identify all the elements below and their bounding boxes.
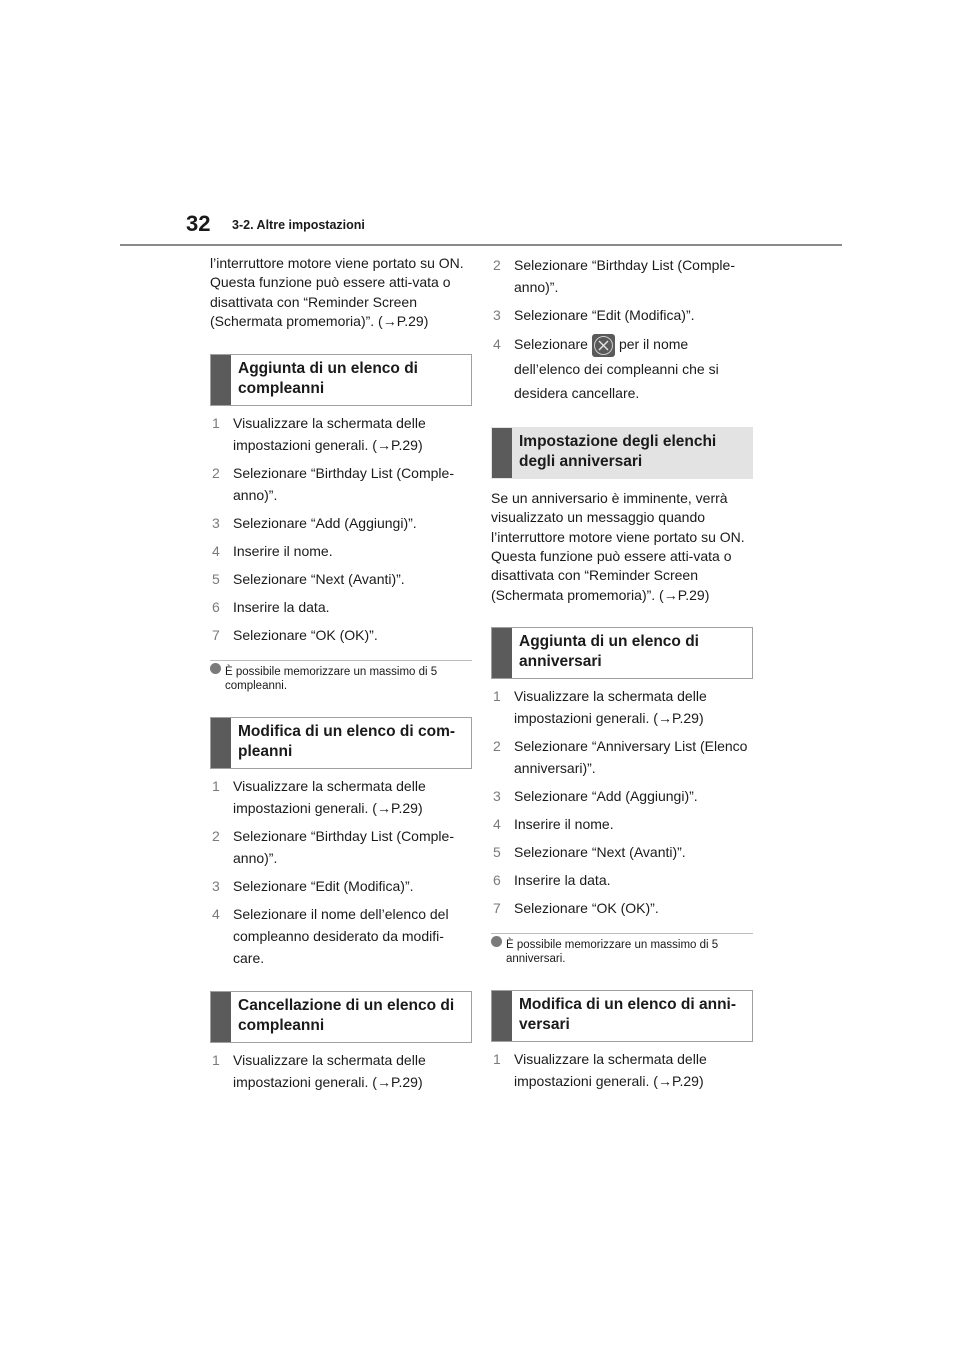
step: 1 Visualizzare la schermata delle impostazioni generali. (→P.29) <box>212 414 426 453</box>
anniversary-paragraph: Se un anniversario è imminente, verrà visualizzato un messaggio quando l’interruttore motore viene portato su ON. Questa funzione può essere atti-vata o disattivata con “Reminder Screen (Schermata promemoria)”. (→P.29) <box>491 489 745 603</box>
section-heading-add-anniversary: Aggiunta di un elenco di anniversari <box>491 627 753 679</box>
step: 2 Selezionare “Birthday List (Comple-anno)”. <box>493 257 735 295</box>
step: 7 Selezionare “OK (OK)”. <box>493 900 659 917</box>
step: 1 Visualizzare la schermata delle impostazioni generali. (→P.29) <box>493 1051 707 1090</box>
step: 1 Visualizzare la schermata delle impostazioni generali. (→P.29) <box>493 688 707 727</box>
section-heading-edit-birthday: Modifica di un elenco di com-pleanni <box>210 717 472 769</box>
step: 2 Selezionare “Birthday List (Comple-anno)”. <box>212 827 454 866</box>
section-heading-edit-anniversary: Modifica di un elenco di anni-versari <box>491 990 753 1042</box>
heading-bar <box>492 991 512 1041</box>
steps-edit-birthday <box>210 775 472 969</box>
step: 3 Selezionare “Edit (Modifica)”. <box>493 307 695 323</box>
step: 1 Visualizzare la schermata delle impostazioni generali. (→P.29) <box>212 777 426 816</box>
right-column <box>491 254 753 1098</box>
bullet-icon <box>210 663 221 674</box>
heading-bar <box>211 992 231 1042</box>
heading-bar <box>211 718 231 768</box>
delete-icon <box>592 334 615 357</box>
step: 4 Inserire il nome. <box>212 542 333 559</box>
steps-edit-anniversary <box>491 1048 753 1092</box>
steps-add-birthday <box>210 412 472 646</box>
step: 6 Inserire la data. <box>212 598 330 615</box>
header-rule <box>120 244 842 246</box>
step: 2 Selezionare “Birthday List (Comple-anno)”. <box>212 464 454 503</box>
section-heading-anniversary-setting: Impostazione degli elenchi degli anniversari <box>491 427 753 479</box>
steps-delete-birthday <box>210 1049 472 1093</box>
step: 4 Inserire il nome. <box>493 816 614 833</box>
section-title: 3-2. Altre impostazioni <box>232 218 365 232</box>
step: 1 Visualizzare la schermata delle impostazioni generali. (→P.29) <box>212 1051 426 1090</box>
step: 2 Selezionare “Anniversary List (Elenco anniversari)”. <box>493 738 748 777</box>
steps-delete-birthday-continued <box>491 254 753 405</box>
step: 3 Selezionare “Add (Aggiungi)”. <box>212 514 417 531</box>
section-heading-delete-birthday: Cancellazione di un elenco di compleanni <box>210 991 472 1043</box>
bullet-icon <box>491 936 502 947</box>
section-heading-add-birthday: Aggiunta di un elenco di compleanni <box>210 354 472 406</box>
step: 4 Selezionare il nome dell’elenco del compleanno desiderato da modifi-care. <box>212 905 449 966</box>
step: 3 Selezionare “Edit (Modifica)”. <box>212 877 414 894</box>
step: 5 Selezionare “Next (Avanti)”. <box>212 570 405 587</box>
step: 5 Selezionare “Next (Avanti)”. <box>493 844 686 861</box>
heading-bar <box>211 355 231 405</box>
note-birthday-max: È possibile memorizzare un massimo di 5 compleanni. <box>210 660 472 693</box>
steps-add-anniversary <box>491 685 753 919</box>
step: 7 Selezionare “OK (OK)”. <box>212 626 378 643</box>
heading-bar <box>492 428 512 478</box>
heading-bar <box>492 628 512 678</box>
intro-paragraph: l’interruttore motore viene portato su ON. Questa funzione può essere atti-vata o disattivata con “Reminder Screen (Schermata promemoria)”. (→P.29) <box>210 255 464 330</box>
page-number: 32 <box>186 211 211 236</box>
step: 6 Inserire la data. <box>493 872 611 889</box>
left-column <box>210 254 472 1099</box>
step: 3 Selezionare “Add (Aggiungi)”. <box>493 788 698 805</box>
note-anniversary-max: È possibile memorizzare un massimo di 5 anniversari. <box>491 933 753 966</box>
step: 4 Selezionare per il nome dell’elenco dei compleanni che si desidera cancellare. <box>491 332 753 405</box>
